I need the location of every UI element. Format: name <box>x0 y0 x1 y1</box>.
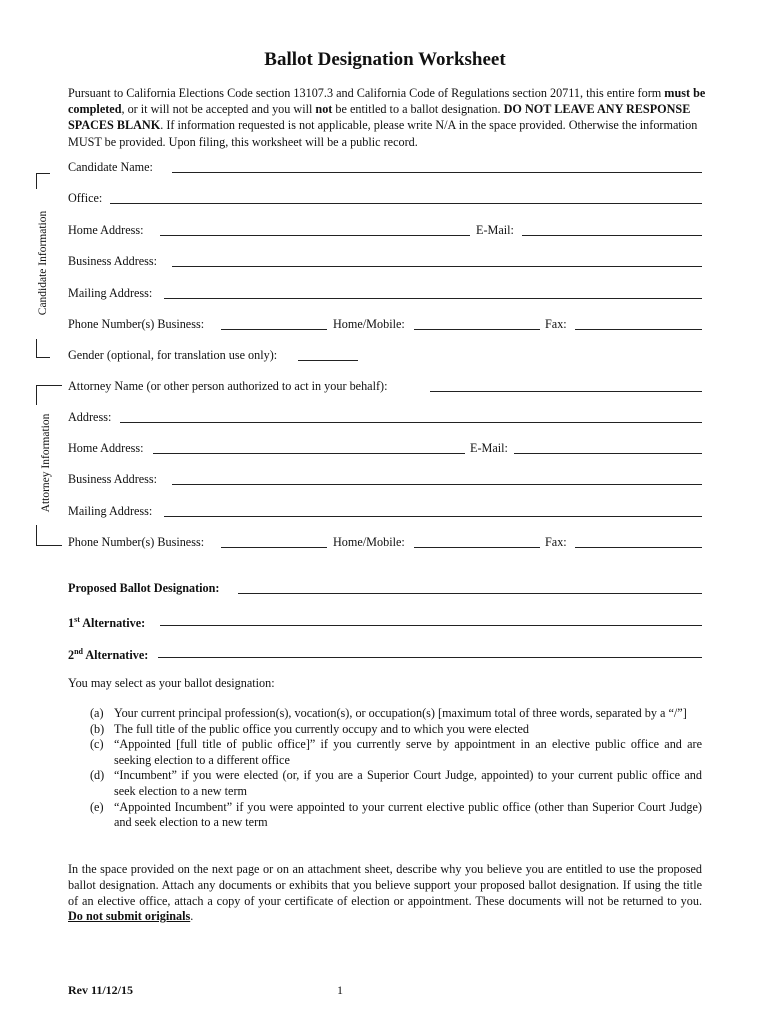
office-label: Office: <box>68 191 103 205</box>
gender-label: Gender (optional, for translation use only): <box>68 348 278 362</box>
candidate-email-field[interactable] <box>522 235 702 236</box>
second-alt-number: 2 <box>68 648 75 663</box>
option-text: The full title of the public office you currently occupy and to which you were elected <box>114 721 530 736</box>
second-alternative-label <box>68 644 149 663</box>
candidate-phone-home-field[interactable] <box>414 329 540 330</box>
option-text: Your current principal profession(s), vocation(s), or occupation(s) [maximum total of three words, separated by a “/”] <box>114 706 687 720</box>
first-alt-text: Alternative: <box>79 616 146 631</box>
candidate-section-label: Candidate Information <box>37 210 49 316</box>
candidate-business-address-label: Business Address: <box>68 254 158 268</box>
attorney-home-address-label: Home Address: <box>68 441 144 455</box>
candidate-name-field[interactable] <box>172 172 702 173</box>
intro-bold-3: DO NOT LEAVE ANY RESPONSE SPACES BLANK <box>68 102 691 133</box>
proposed-designation-label: Proposed Ballot Designation: <box>68 581 220 595</box>
attorney-name-label: Attorney Name (or other person authorized to act in your behalf): <box>68 379 388 393</box>
attorney-email-field[interactable] <box>514 453 702 454</box>
attorney-bracket-upper <box>36 385 37 405</box>
candidate-home-address-field[interactable] <box>160 235 470 236</box>
candidate-mailing-address-field[interactable] <box>164 298 702 299</box>
first-alternative-label <box>68 612 146 631</box>
list-item <box>90 706 702 722</box>
option-text: “Appointed Incumbent” if you were appointed to your current elective public office (other than Superior Court Judge) and seek election to a new term <box>114 799 702 830</box>
list-item <box>90 722 702 738</box>
attorney-bracket-bottom <box>36 545 62 546</box>
attorney-phone-home-field[interactable] <box>414 547 540 548</box>
closing-end: . <box>190 909 194 924</box>
intro-text-2: , or it will not be accepted and you will <box>121 102 316 117</box>
closing-text: In the space provided on the next page or on an attachment sheet, describe why you believe you are entitled to use the proposed ballot designation. Attach any documents or exhibits that you believe support your proposed ballot designation. If using the title of an elective office, attach a copy of your certificate of election or appointment. These documents will not be returned to you. <box>68 862 702 908</box>
candidate-business-address-field[interactable] <box>172 266 702 267</box>
candidate-bracket-top <box>36 173 50 174</box>
candidate-bracket-upper <box>36 173 37 189</box>
candidate-phone-home-label: Home/Mobile: <box>333 317 405 331</box>
candidate-name-label: Candidate Name: <box>68 160 153 174</box>
intro-text-4: . If information requested is not applicable, please write N/A in the space provided. Otherwise the information MUST be provided. Upon filing, this worksheet will be a public record. <box>68 118 698 149</box>
designation-options-list <box>90 706 702 831</box>
first-alt-suffix: st <box>74 615 80 624</box>
first-alt-number: 1 <box>68 616 75 631</box>
proposed-designation-field[interactable] <box>238 593 702 594</box>
candidate-bracket-bottom <box>36 357 50 358</box>
attorney-home-address-field[interactable] <box>153 453 465 454</box>
option-marker: (a) <box>90 706 104 720</box>
intro-text-3: be entitled to a ballot designation. <box>332 102 504 117</box>
attorney-section-label: Attorney Information <box>40 413 52 513</box>
attorney-phone-business-label: Phone Number(s) Business: <box>68 535 205 549</box>
attorney-address-label: Address: <box>68 410 112 424</box>
attorney-bracket-lower <box>36 525 37 545</box>
option-marker: (e) <box>90 799 104 814</box>
option-marker: (b) <box>90 721 105 736</box>
candidate-bracket-lower <box>36 339 37 357</box>
attorney-fax-field[interactable] <box>575 547 702 548</box>
option-marker: (d) <box>90 768 105 783</box>
list-item <box>90 800 702 831</box>
office-field[interactable] <box>110 203 702 204</box>
option-marker: (c) <box>90 737 104 752</box>
attorney-mailing-address-label: Mailing Address: <box>68 504 153 518</box>
page-number: 1 <box>337 983 343 997</box>
attorney-address-field[interactable] <box>120 422 702 423</box>
attorney-fax-label: Fax: <box>545 535 567 549</box>
second-alternative-field[interactable] <box>158 657 702 658</box>
intro-bold-1: must be completed <box>68 86 706 117</box>
attorney-business-address-label: Business Address: <box>68 472 158 486</box>
attorney-phone-home-label: Home/Mobile: <box>333 535 405 549</box>
list-item <box>90 737 702 768</box>
intro-text-1: Pursuant to California Elections Code section 13107.3 and California Code of Regulations section 20711, this entire form <box>68 86 665 100</box>
list-item <box>90 768 702 799</box>
option-text: “Appointed [full title of public office]” if you currently serve by appointment in an elective public office and are seeking election to a different office <box>114 737 702 767</box>
second-alt-suffix: nd <box>74 647 83 656</box>
page-title: Ballot Designation Worksheet <box>264 49 506 70</box>
attorney-phone-business-field[interactable] <box>221 547 327 548</box>
second-alt-text: Alternative: <box>83 648 149 663</box>
option-text: “Incumbent” if you were elected (or, if you are a Superior Court Judge, appointed) to your current public office and seek election to a new term <box>114 768 702 798</box>
candidate-phone-business-label: Phone Number(s) Business: <box>68 317 205 331</box>
candidate-phone-business-field[interactable] <box>221 329 327 330</box>
attorney-bracket-top <box>36 385 62 386</box>
candidate-fax-label: Fax: <box>545 317 567 331</box>
closing-emphasis: Do not submit originals <box>68 909 191 924</box>
candidate-home-address-label: Home Address: <box>68 223 144 237</box>
gender-field[interactable] <box>298 360 358 361</box>
attorney-email-label: E-Mail: <box>470 441 508 455</box>
instructions-paragraph <box>68 85 708 150</box>
intro-bold-2: not <box>315 102 333 117</box>
candidate-email-label: E-Mail: <box>476 223 514 237</box>
first-alternative-field[interactable] <box>160 625 702 626</box>
candidate-fax-field[interactable] <box>575 329 702 330</box>
select-intro: You may select as your ballot designation: <box>68 676 275 690</box>
candidate-mailing-address-label: Mailing Address: <box>68 286 153 300</box>
attorney-name-field[interactable] <box>430 391 702 392</box>
attorney-mailing-address-field[interactable] <box>164 516 702 517</box>
closing-paragraph <box>68 862 702 925</box>
revision-label: Rev 11/12/15 <box>68 983 133 997</box>
attorney-business-address-field[interactable] <box>172 484 702 485</box>
